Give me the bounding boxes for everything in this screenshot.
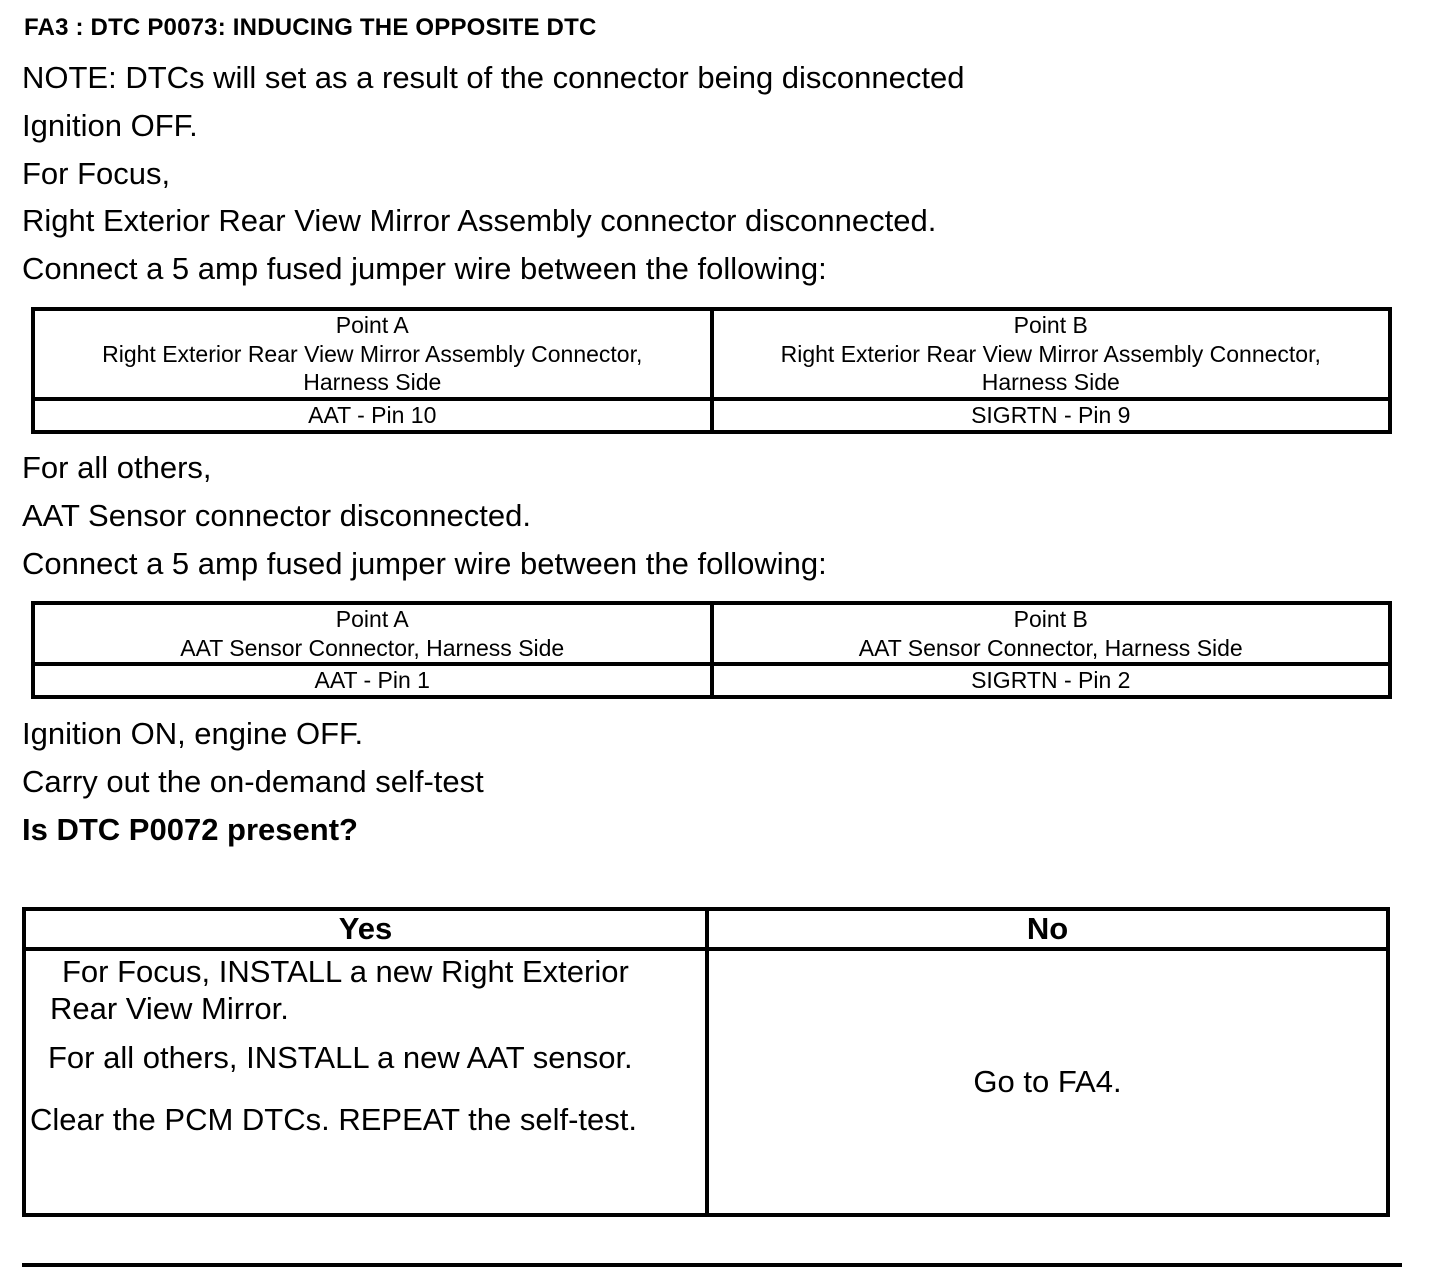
yes-action-line-2: Rear View Mirror.: [50, 991, 289, 1026]
point-a-side: Harness Side: [303, 369, 442, 395]
aat-point-b-pin: SIGRTN - Pin 2: [712, 664, 1391, 697]
ignition-off-step: Ignition OFF.: [22, 108, 198, 143]
bottom-divider: [22, 1263, 1402, 1267]
point-a-label: Point A: [335, 312, 409, 338]
focus-point-b-pin: SIGRTN - Pin 9: [712, 399, 1391, 432]
page-title: FA3 : DTC P0073: INDUCING THE OPPOSITE DTC: [24, 14, 597, 41]
aat-jumper-table: [31, 601, 1392, 699]
no-header: No: [707, 909, 1388, 949]
focus-connector-step: Right Exterior Rear View Mirror Assembly connector disconnected.: [22, 203, 937, 238]
point-b-label: Point B: [1013, 606, 1088, 632]
aat-point-b-header: [712, 603, 1391, 664]
aat-connector-step: AAT Sensor connector disconnected.: [22, 498, 531, 533]
aat-point-a-header: [33, 603, 712, 664]
point-a-label: Point A: [335, 606, 409, 632]
question-text: Is DTC P0072 present?: [22, 812, 358, 847]
answer-table: [22, 907, 1390, 1217]
yes-header: Yes: [24, 909, 707, 949]
yes-action-line-4: Clear the PCM DTCs. REPEAT the self-test.: [30, 1102, 637, 1137]
focus-jumper-table: [31, 307, 1392, 434]
for-all-others-label: For all others,: [22, 450, 212, 485]
note-text: NOTE: DTCs will set as a result of the connector being disconnected: [22, 60, 965, 95]
point-a-connector: Right Exterior Rear View Mirror Assembly Connector,: [102, 340, 643, 367]
yes-action-line-3: For all others, INSTALL a new AAT sensor.: [48, 1040, 633, 1075]
focus-point-a-pin: AAT - Pin 10: [33, 399, 712, 432]
connect-jumper-step-1: Connect a 5 amp fused jumper wire between the following:: [22, 251, 827, 286]
ignition-on-step: Ignition ON, engine OFF.: [22, 716, 364, 751]
yes-cell: [24, 949, 707, 1215]
no-cell: Go to FA4.: [707, 949, 1388, 1215]
aat-point-a-pin: AAT - Pin 1: [33, 664, 712, 697]
for-focus-label: For Focus,: [22, 156, 171, 191]
point-b-connector: AAT Sensor Connector, Harness Side: [858, 634, 1243, 661]
point-b-label: Point B: [1013, 312, 1088, 338]
yes-action-line-1: For Focus, INSTALL a new Right Exterior: [62, 954, 629, 989]
point-a-connector: AAT Sensor Connector, Harness Side: [180, 634, 565, 661]
point-b-connector: Right Exterior Rear View Mirror Assembly Connector,: [780, 340, 1321, 367]
point-b-side: Harness Side: [981, 369, 1120, 395]
focus-point-b-header: [712, 309, 1391, 399]
self-test-step: Carry out the on-demand self-test: [22, 764, 484, 799]
connect-jumper-step-2: Connect a 5 amp fused jumper wire between the following:: [22, 546, 827, 581]
focus-point-a-header: [33, 309, 712, 399]
